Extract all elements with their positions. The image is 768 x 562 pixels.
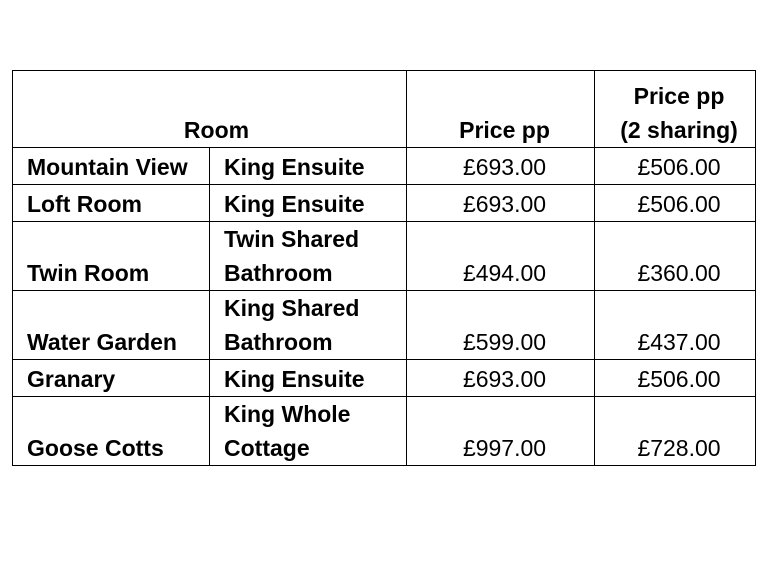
room-price-sharing: £506.00 xyxy=(595,185,756,222)
table-row xyxy=(13,185,756,222)
room-price: £599.00 xyxy=(407,291,595,360)
room-type: King Ensuite xyxy=(210,148,407,185)
room-name: Water Garden xyxy=(13,291,210,360)
header-price-pp-sharing-line1: Price pp xyxy=(633,83,725,109)
room-name: Twin Room xyxy=(13,222,210,291)
room-price-sharing: £360.00 xyxy=(595,222,756,291)
table-row xyxy=(13,222,756,291)
header-price-pp-sharing-line2: (2 sharing) xyxy=(620,117,738,143)
header-price-pp: Price pp xyxy=(407,71,595,148)
room-type-line2: Bathroom xyxy=(224,329,333,355)
header-price-pp-sharing xyxy=(595,71,756,148)
room-type: King Ensuite xyxy=(210,185,407,222)
table-header-row xyxy=(13,71,756,148)
room-type-line2: Bathroom xyxy=(224,260,333,286)
table-row xyxy=(13,148,756,185)
room-price-sharing: £437.00 xyxy=(595,291,756,360)
room-type-line1: Twin Shared xyxy=(224,226,360,252)
room-type: King Ensuite xyxy=(210,360,407,397)
room-type-line2: Cottage xyxy=(224,435,310,461)
room-price: £997.00 xyxy=(407,397,595,466)
room-name: Loft Room xyxy=(13,185,210,222)
room-type xyxy=(210,397,407,466)
table-row xyxy=(13,291,756,360)
room-name: Goose Cotts xyxy=(13,397,210,466)
room-type-line1: King Whole xyxy=(224,401,351,427)
room-type-line1: King Shared xyxy=(224,295,360,321)
room-name: Granary xyxy=(13,360,210,397)
room-price-sharing: £728.00 xyxy=(595,397,756,466)
room-price-table xyxy=(12,70,756,466)
room-price: £693.00 xyxy=(407,360,595,397)
room-name: Mountain View xyxy=(13,148,210,185)
table-row xyxy=(13,360,756,397)
room-type xyxy=(210,291,407,360)
room-type xyxy=(210,222,407,291)
table-row xyxy=(13,397,756,466)
room-price-sharing: £506.00 xyxy=(595,360,756,397)
room-price-sharing: £506.00 xyxy=(595,148,756,185)
room-price: £494.00 xyxy=(407,222,595,291)
room-price: £693.00 xyxy=(407,185,595,222)
header-room: Room xyxy=(13,71,407,148)
room-price: £693.00 xyxy=(407,148,595,185)
